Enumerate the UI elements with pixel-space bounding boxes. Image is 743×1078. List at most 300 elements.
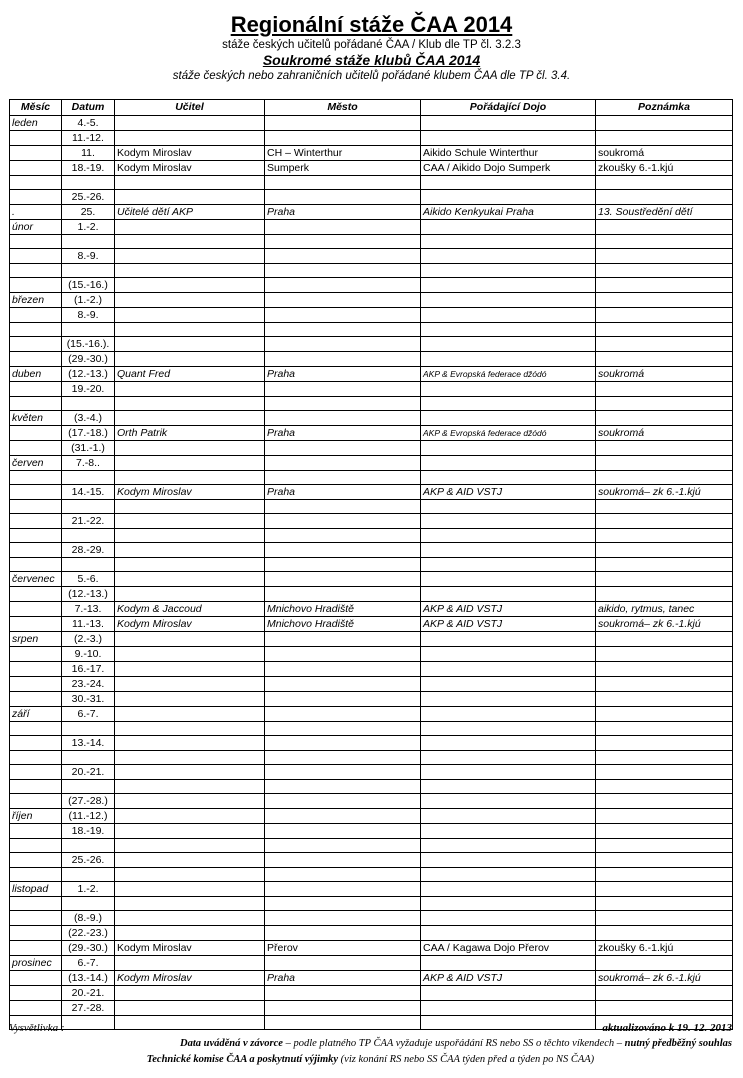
table-row — [10, 662, 733, 677]
month-cell: leden — [10, 116, 62, 131]
month-cell — [10, 617, 62, 632]
city-cell — [265, 926, 421, 941]
month-cell — [10, 514, 62, 529]
city-cell — [265, 1001, 421, 1016]
note-cell — [596, 471, 733, 485]
month-cell — [10, 426, 62, 441]
city-cell: Mnichovo Hradiště — [265, 602, 421, 617]
note-cell — [596, 868, 733, 882]
note-cell — [596, 382, 733, 397]
section-title: Soukromé stáže klubů ČAA 2014 — [262, 52, 481, 68]
dojo-cell — [421, 500, 596, 514]
city-cell — [265, 794, 421, 809]
city-cell: Praha — [265, 485, 421, 500]
table-row — [10, 116, 733, 131]
note-cell — [596, 264, 733, 278]
date-cell: 30.-31. — [62, 692, 115, 707]
city-cell — [265, 337, 421, 352]
date-cell: (12.-13.) — [62, 367, 115, 382]
teacher-cell — [115, 780, 265, 794]
date-cell — [62, 235, 115, 249]
date-cell: 27.-28. — [62, 1001, 115, 1016]
table-row — [10, 514, 733, 529]
date-cell: (17.-18.) — [62, 426, 115, 441]
month-cell — [10, 161, 62, 176]
city-cell: Mnichovo Hradiště — [265, 617, 421, 632]
note2-rest: (viz konání RS nebo SS ČAA týden před a týden po NS ČAA) — [338, 1054, 595, 1065]
month-cell — [10, 824, 62, 839]
note-bold-end: nutný předběžný souhlas — [624, 1038, 732, 1049]
table-row — [10, 632, 733, 647]
teacher-cell — [115, 794, 265, 809]
note-cell — [596, 456, 733, 471]
footer-note-2 — [9, 1054, 732, 1065]
month-cell — [10, 692, 62, 707]
col-header-date: Datum — [62, 100, 115, 116]
note-cell: zkoušky 6.-1.kjú — [596, 161, 733, 176]
teacher-cell: Kodym Miroslav — [115, 617, 265, 632]
teacher-cell — [115, 337, 265, 352]
table-row — [10, 868, 733, 882]
schedule-table — [9, 99, 733, 1030]
table-row — [10, 707, 733, 722]
city-cell: Praha — [265, 971, 421, 986]
dojo-cell — [421, 543, 596, 558]
teacher-cell — [115, 220, 265, 235]
month-cell — [10, 794, 62, 809]
dojo-cell — [421, 116, 596, 131]
dojo-cell — [421, 235, 596, 249]
note-cell — [596, 337, 733, 352]
note-cell — [596, 543, 733, 558]
note-cell — [596, 722, 733, 736]
city-cell — [265, 736, 421, 751]
city-cell — [265, 839, 421, 853]
note-cell — [596, 1001, 733, 1016]
note-cell — [596, 677, 733, 692]
date-cell — [62, 500, 115, 514]
dojo-cell — [421, 382, 596, 397]
month-cell: duben — [10, 367, 62, 382]
note-cell — [596, 514, 733, 529]
dojo-cell — [421, 897, 596, 911]
city-cell — [265, 897, 421, 911]
date-cell — [62, 868, 115, 882]
teacher-cell — [115, 456, 265, 471]
city-cell — [265, 868, 421, 882]
table-row — [10, 397, 733, 411]
city-cell — [265, 235, 421, 249]
teacher-cell — [115, 471, 265, 485]
note-bold-start: Data uváděná v závorce — [180, 1038, 283, 1049]
teacher-cell: Kodym Miroslav — [115, 971, 265, 986]
table-row — [10, 780, 733, 794]
dojo-cell — [421, 411, 596, 426]
month-cell — [10, 911, 62, 926]
table-row — [10, 485, 733, 500]
date-cell: (29.-30.) — [62, 352, 115, 367]
note-cell — [596, 751, 733, 765]
city-cell — [265, 882, 421, 897]
dojo-cell — [421, 956, 596, 971]
dojo-cell — [421, 176, 596, 190]
table-row — [10, 602, 733, 617]
dojo-cell — [421, 926, 596, 941]
month-cell — [10, 249, 62, 264]
dojo-cell — [421, 692, 596, 707]
teacher-cell — [115, 249, 265, 264]
teacher-cell: Kodym Miroslav — [115, 485, 265, 500]
teacher-cell — [115, 882, 265, 897]
table-row — [10, 161, 733, 176]
date-cell — [62, 839, 115, 853]
dojo-cell: AKP & AID VSTJ — [421, 617, 596, 632]
date-cell: 25. — [62, 205, 115, 220]
dojo-cell: Aikido Schule Winterthur — [421, 146, 596, 161]
teacher-cell — [115, 809, 265, 824]
date-cell: (15.-16.) — [62, 278, 115, 293]
date-cell — [62, 897, 115, 911]
table-row — [10, 558, 733, 572]
date-cell: 14.-15. — [62, 485, 115, 500]
month-cell — [10, 868, 62, 882]
month-cell — [10, 176, 62, 190]
month-cell — [10, 853, 62, 868]
date-cell: 25.-26. — [62, 853, 115, 868]
dojo-cell — [421, 765, 596, 780]
city-cell — [265, 514, 421, 529]
note-cell — [596, 441, 733, 456]
note-cell — [596, 220, 733, 235]
teacher-cell — [115, 514, 265, 529]
table-row — [10, 572, 733, 587]
section-subtitle: stáže českých nebo zahraničních učitelů pořádané klubem ČAA dle TP čl. 3.4. — [172, 70, 571, 82]
teacher-cell — [115, 632, 265, 647]
dojo-cell — [421, 293, 596, 308]
dojo-cell — [421, 249, 596, 264]
dojo-cell — [421, 264, 596, 278]
date-cell: (15.-16.). — [62, 337, 115, 352]
table-row — [10, 426, 733, 441]
date-cell: 20.-21. — [62, 986, 115, 1001]
page-title: Regionální stáže ČAA 2014 — [230, 12, 513, 37]
city-cell — [265, 220, 421, 235]
teacher-cell — [115, 765, 265, 780]
teacher-cell — [115, 1001, 265, 1016]
city-cell — [265, 456, 421, 471]
teacher-cell — [115, 264, 265, 278]
col-header-note: Poznámka — [596, 100, 733, 116]
table-row — [10, 278, 733, 293]
note-cell — [596, 176, 733, 190]
dojo-cell — [421, 514, 596, 529]
date-cell: (1.-2.) — [62, 293, 115, 308]
date-cell: 20.-21. — [62, 765, 115, 780]
table-row — [10, 543, 733, 558]
table-row — [10, 323, 733, 337]
dojo-cell: AKP & Evropská federace džódó — [421, 367, 596, 382]
note-cell — [596, 323, 733, 337]
table-row — [10, 986, 733, 1001]
city-cell — [265, 190, 421, 205]
page-header — [0, 12, 743, 83]
table-row — [10, 926, 733, 941]
note-cell — [596, 558, 733, 572]
date-cell: 23.-24. — [62, 677, 115, 692]
teacher-cell: Učitelé dětí AKP — [115, 205, 265, 220]
date-cell: (3.-4.) — [62, 411, 115, 426]
city-cell — [265, 411, 421, 426]
teacher-cell — [115, 897, 265, 911]
date-cell — [62, 558, 115, 572]
note-cell — [596, 397, 733, 411]
table-row — [10, 441, 733, 456]
city-cell — [265, 558, 421, 572]
dojo-cell — [421, 278, 596, 293]
city-cell — [265, 572, 421, 587]
month-cell — [10, 971, 62, 986]
dojo-cell: AKP & AID VSTJ — [421, 602, 596, 617]
table-row — [10, 587, 733, 602]
note-cell: soukromá — [596, 146, 733, 161]
table-row — [10, 337, 733, 352]
city-cell: Praha — [265, 367, 421, 382]
teacher-cell — [115, 529, 265, 543]
table-row — [10, 794, 733, 809]
table-row — [10, 146, 733, 161]
month-cell — [10, 337, 62, 352]
teacher-cell — [115, 662, 265, 677]
city-cell — [265, 587, 421, 602]
note-cell — [596, 794, 733, 809]
note-cell — [596, 882, 733, 897]
table-row — [10, 971, 733, 986]
city-cell — [265, 1016, 421, 1030]
date-cell: 9.-10. — [62, 647, 115, 662]
table-row — [10, 736, 733, 751]
col-header-city: Město — [265, 100, 421, 116]
teacher-cell — [115, 926, 265, 941]
note-cell — [596, 190, 733, 205]
teacher-cell — [115, 587, 265, 602]
date-cell: 8.-9. — [62, 249, 115, 264]
note-cell — [596, 529, 733, 543]
teacher-cell — [115, 411, 265, 426]
table-row — [10, 751, 733, 765]
note-cell — [596, 500, 733, 514]
month-cell — [10, 352, 62, 367]
table-row — [10, 456, 733, 471]
city-cell — [265, 751, 421, 765]
dojo-cell — [421, 587, 596, 602]
dojo-cell — [421, 751, 596, 765]
month-cell — [10, 1001, 62, 1016]
dojo-cell — [421, 780, 596, 794]
dojo-cell — [421, 809, 596, 824]
dojo-cell — [421, 1001, 596, 1016]
teacher-cell — [115, 278, 265, 293]
note-cell: soukromá — [596, 426, 733, 441]
table-row — [10, 677, 733, 692]
note-cell — [596, 765, 733, 780]
note-cell — [596, 131, 733, 146]
city-cell — [265, 677, 421, 692]
teacher-cell — [115, 736, 265, 751]
table-row — [10, 220, 733, 235]
note-cell — [596, 632, 733, 647]
city-cell — [265, 323, 421, 337]
note-cell: zkoušky 6.-1.kjú — [596, 941, 733, 956]
date-cell: (27.-28.) — [62, 794, 115, 809]
table-row — [10, 500, 733, 514]
month-cell — [10, 235, 62, 249]
month-cell — [10, 941, 62, 956]
table-row — [10, 956, 733, 971]
teacher-cell — [115, 707, 265, 722]
teacher-cell — [115, 558, 265, 572]
date-cell: 1.-2. — [62, 220, 115, 235]
city-cell — [265, 441, 421, 456]
dojo-cell — [421, 1016, 596, 1030]
date-cell: (12.-13.) — [62, 587, 115, 602]
teacher-cell — [115, 839, 265, 853]
page-subtitle: stáže českých učitelů pořádané ČAA / Klub dle TP čl. 3.2.3 — [222, 39, 521, 51]
dojo-cell — [421, 868, 596, 882]
table-row — [10, 411, 733, 426]
month-cell — [10, 308, 62, 323]
teacher-cell — [115, 692, 265, 707]
note-cell — [596, 116, 733, 131]
date-cell: 5.-6. — [62, 572, 115, 587]
note-cell — [596, 809, 733, 824]
city-cell — [265, 956, 421, 971]
teacher-cell — [115, 116, 265, 131]
dojo-cell — [421, 572, 596, 587]
date-cell: 8.-9. — [62, 308, 115, 323]
date-cell: (2.-3.) — [62, 632, 115, 647]
col-header-dojo: Pořádající Dojo — [421, 100, 596, 116]
note-cell — [596, 587, 733, 602]
dojo-cell — [421, 677, 596, 692]
table-row — [10, 765, 733, 780]
city-cell — [265, 278, 421, 293]
date-cell: 7.-8.. — [62, 456, 115, 471]
legend-label: Vysvětlivka : — [9, 1022, 65, 1034]
teacher-cell — [115, 824, 265, 839]
city-cell: Přerov — [265, 941, 421, 956]
teacher-cell: Orth Patrik — [115, 426, 265, 441]
table-row — [10, 853, 733, 868]
month-cell: červenec — [10, 572, 62, 587]
dojo-cell — [421, 707, 596, 722]
month-cell — [10, 897, 62, 911]
note-cell: soukromá– zk 6.-1.kjú — [596, 485, 733, 500]
month-cell — [10, 264, 62, 278]
date-cell — [62, 397, 115, 411]
table-row — [10, 352, 733, 367]
note2-bold: Technické komise ČAA a poskytnutí výjimky — [146, 1054, 339, 1065]
city-cell — [265, 707, 421, 722]
note-cell: aikido, rytmus, tanec — [596, 602, 733, 617]
dojo-cell — [421, 397, 596, 411]
table-header-row — [10, 100, 733, 116]
dojo-cell — [421, 986, 596, 1001]
date-cell: 13.-14. — [62, 736, 115, 751]
city-cell — [265, 809, 421, 824]
month-cell — [10, 485, 62, 500]
dojo-cell: AKP & Evropská federace džódó — [421, 426, 596, 441]
dojo-cell — [421, 131, 596, 146]
note-cell — [596, 647, 733, 662]
month-cell — [10, 500, 62, 514]
city-cell — [265, 264, 421, 278]
table-row — [10, 722, 733, 736]
note-cell: soukromá– zk 6.-1.kjú — [596, 617, 733, 632]
table-row — [10, 647, 733, 662]
dojo-cell — [421, 736, 596, 751]
teacher-cell: Kodym Miroslav — [115, 941, 265, 956]
teacher-cell — [115, 176, 265, 190]
city-cell — [265, 308, 421, 323]
date-cell — [62, 176, 115, 190]
month-cell — [10, 662, 62, 677]
month-cell — [10, 765, 62, 780]
dojo-cell — [421, 911, 596, 926]
city-cell — [265, 986, 421, 1001]
city-cell — [265, 911, 421, 926]
table-row — [10, 897, 733, 911]
date-cell — [62, 722, 115, 736]
month-cell — [10, 323, 62, 337]
table-row — [10, 190, 733, 205]
teacher-cell — [115, 441, 265, 456]
teacher-cell — [115, 293, 265, 308]
note-cell: 13. Soustředění dětí — [596, 205, 733, 220]
table-row — [10, 308, 733, 323]
table-row — [10, 249, 733, 264]
teacher-cell: Kodym Miroslav — [115, 146, 265, 161]
table-row — [10, 131, 733, 146]
date-cell: 19.-20. — [62, 382, 115, 397]
dojo-cell: CAA / Kagawa Dojo Přerov — [421, 941, 596, 956]
month-cell — [10, 441, 62, 456]
teacher-cell: Kodym & Jaccoud — [115, 602, 265, 617]
col-header-teacher: Učitel — [115, 100, 265, 116]
note-cell — [596, 308, 733, 323]
dojo-cell — [421, 441, 596, 456]
date-cell: (31.-1.) — [62, 441, 115, 456]
month-cell — [10, 471, 62, 485]
note-cell — [596, 278, 733, 293]
teacher-cell — [115, 397, 265, 411]
date-cell: 7.-13. — [62, 602, 115, 617]
note-cell — [596, 986, 733, 1001]
table-row — [10, 692, 733, 707]
date-cell — [62, 471, 115, 485]
month-cell — [10, 558, 62, 572]
note-cell — [596, 692, 733, 707]
teacher-cell — [115, 382, 265, 397]
month-cell — [10, 986, 62, 1001]
month-cell: srpen — [10, 632, 62, 647]
city-cell — [265, 722, 421, 736]
month-cell: červen — [10, 456, 62, 471]
month-cell: . — [10, 205, 62, 220]
month-cell — [10, 131, 62, 146]
city-cell: Sumperk — [265, 161, 421, 176]
city-cell — [265, 543, 421, 558]
date-cell: 18.-19. — [62, 161, 115, 176]
